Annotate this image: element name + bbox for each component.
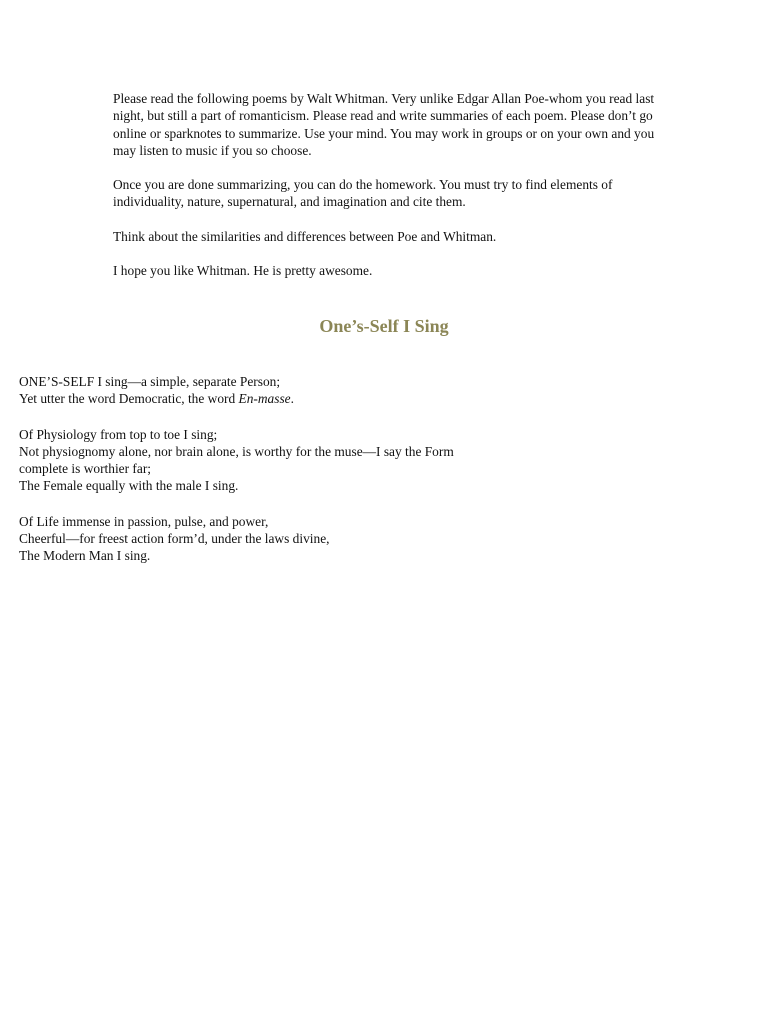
poem-line: Cheerful—for freest action form’d, under the laws divine, xyxy=(19,531,330,547)
intro-paragraph: Please read the following poems by Walt Whitman. Very unlike Edgar Allan Poe-whom you read last night, but still a part of romanticism. Please read and write summaries of each poem. Please don’t go online or sparknotes to summarize. Use your mind. You may work in groups or on your own and you may listen to music if you so choose. xyxy=(113,91,655,158)
poem-line: Not physiognomy alone, nor brain alone, is worthy for the muse—I say the Form xyxy=(19,443,454,459)
poem-line-punctuation: . xyxy=(290,391,294,407)
poem-stanza-2 xyxy=(19,426,519,495)
poem-title: One’s-Self I Sing xyxy=(319,316,449,336)
poem-line: Of Life immense in passion, pulse, and power, xyxy=(19,513,269,529)
poem-line: complete is worthier far; xyxy=(19,461,151,477)
intro-paragraph: I hope you like Whitman. He is pretty awesome. xyxy=(113,263,373,279)
poem-line: The Female equally with the male I sing. xyxy=(19,478,239,494)
poem-stanza-1 xyxy=(19,373,519,408)
poem-line: The Modern Man I sing. xyxy=(19,548,151,564)
poem-stanza-3 xyxy=(19,513,519,565)
poem-body xyxy=(19,373,519,583)
intro-paragraph: Once you are done summarizing, you can do the homework. You must try to find elements of individuality, nature, supernatural, and imagination and cite them. xyxy=(113,177,613,210)
intro-instructions xyxy=(113,90,658,296)
poem-line xyxy=(19,390,519,407)
intro-paragraph: Think about the similarities and differences between Poe and Whitman. xyxy=(113,228,497,244)
poem-line: ONE’S-SELF I sing—a simple, separate Person; xyxy=(19,374,281,389)
poem-line-text: Yet utter the word Democratic, the word xyxy=(19,391,239,407)
poem-italic-word: En-masse xyxy=(238,391,291,407)
poem-line: Of Physiology from top to toe I sing; xyxy=(19,426,218,442)
